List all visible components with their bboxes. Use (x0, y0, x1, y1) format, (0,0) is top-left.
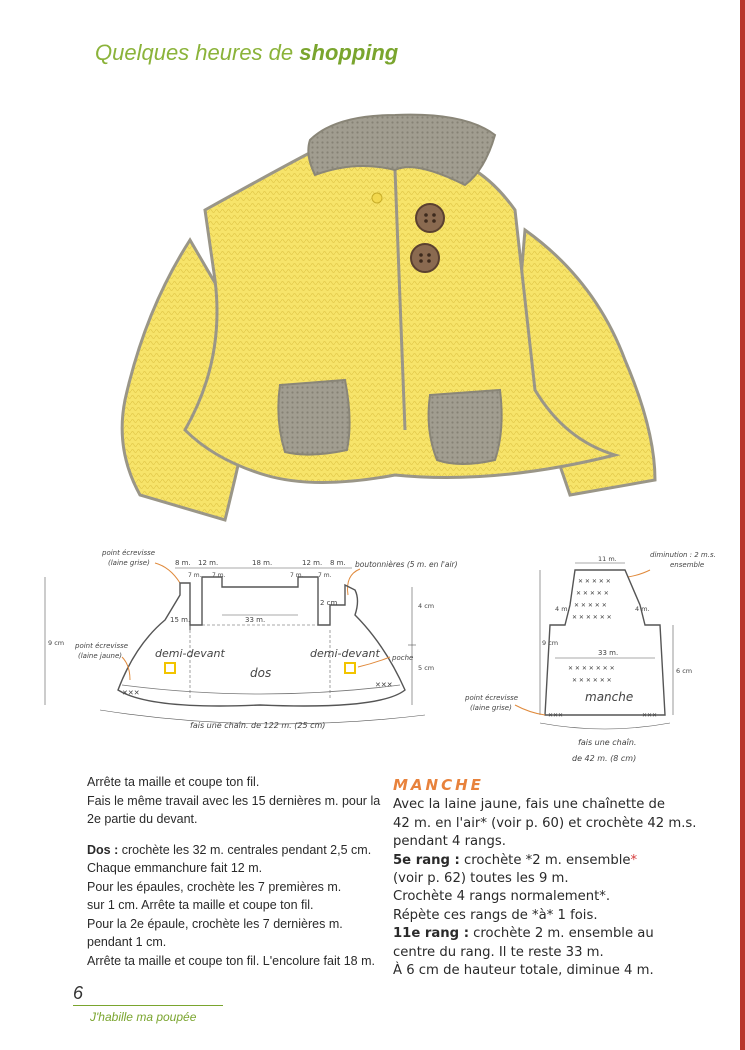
footer-book-title: J'habille ma poupée (90, 1010, 197, 1024)
label-boutonnieres: boutonnières (5 m. en l'air) (355, 560, 458, 569)
text-line: 2e partie du devant. (87, 812, 198, 826)
label-point-ecrevisse-grise-2: (laine grise) (108, 559, 150, 567)
measure-18: 18 m. (252, 559, 273, 567)
text-line: Répète ces rangs de *à* 1 fois. (393, 907, 598, 923)
label-chain-42-2: de 42 m. (8 cm) (572, 754, 637, 763)
text-line: Pour les épaules, crochète les 7 premières m. (87, 879, 342, 894)
measure-15: 15 m. (170, 616, 191, 624)
text-line: sur 1 cm. Arrête ta maille et coupe ton fil. (87, 898, 314, 912)
measure-11: 11 m. (598, 555, 617, 563)
height-5cm: 5 cm (418, 664, 435, 672)
title-bold: shopping (299, 40, 399, 65)
text-line: Pour la 2e épaule, crochète les 7 dernières m. (87, 916, 343, 931)
height-4cm: 4 cm (418, 602, 435, 610)
dos-paragraph: Dos : crochète les 32 m. centrales pendant 2,5 cm. (87, 842, 372, 857)
instructions-left-column (87, 773, 387, 970)
height-6cm: 6 cm (676, 667, 693, 675)
label-chain-122: fais une chaîn. de 122 m. (25 cm) (190, 721, 326, 730)
text-line: pendant 1 cm. (87, 935, 167, 949)
measure-7d: 7 m. (318, 572, 332, 579)
measure-7a: 7 m. (188, 572, 202, 579)
svg-text:✕ ✕ ✕ ✕ ✕ ✕: ✕ ✕ ✕ ✕ ✕ ✕ (572, 614, 612, 621)
rang-5-line: 5e rang : crochète *2 m. ensemble* (393, 852, 638, 868)
page-number: 6 (73, 983, 84, 1003)
text-line: Arrête ta maille et coupe ton fil. (87, 775, 260, 789)
text-line: (voir p. 62) toutes les 9 m. (393, 871, 569, 887)
text-line: Crochète 4 rangs normalement*. (393, 889, 611, 905)
text-line: Avec la laine jaune, fais une chaînette de (393, 797, 666, 813)
label-chain-42-1: fais une chaîn. (578, 738, 637, 747)
pocket-left (278, 380, 349, 455)
measure-7b: 7 m. (212, 572, 226, 579)
measure-4b: 4 m. (635, 605, 650, 613)
svg-text:✕ ✕ ✕ ✕ ✕ ✕ ✕: ✕ ✕ ✕ ✕ ✕ ✕ ✕ (568, 665, 615, 672)
button-bottom (411, 244, 439, 272)
label-diminution-1: diminution : 2 m.s. (650, 551, 716, 559)
label-point-ecrevisse-grise-1: point écrevisse (102, 549, 156, 557)
text-line: 42 m. en l'air* (voir p. 60) et crochète 42 m.s. (393, 815, 697, 831)
label-point-ecrevisse-jaune-1: point écrevisse (75, 642, 129, 650)
svg-text:✕✕✕: ✕✕✕ (642, 712, 658, 719)
pocket-right (429, 390, 502, 464)
sleeve-pattern-diagram (460, 545, 730, 770)
measure-12b: 12 m. (302, 559, 323, 567)
label-manche: manche (585, 690, 634, 704)
svg-text:✕✕✕: ✕✕✕ (548, 712, 564, 719)
button-top (416, 204, 444, 232)
svg-text:✕ ✕ ✕ ✕ ✕: ✕ ✕ ✕ ✕ ✕ (574, 602, 607, 609)
text-line: Fais le même travail avec les 15 dernières m. pour la (87, 793, 381, 808)
text-line: pendant 4 rangs. (393, 834, 506, 850)
rang-11-line: 11e rang : crochète 2 m. ensemble au (393, 926, 654, 942)
measure-33: 33 m. (245, 616, 266, 624)
measure-2cm: 2 cm (320, 599, 338, 607)
svg-text:✕✕✕: ✕✕✕ (122, 689, 140, 697)
label-point-ecrevisse-sleeve-1: point écrevisse (465, 694, 519, 702)
label-demi-devant-right: demi-devant (310, 647, 380, 660)
page-edge-stripe (740, 0, 745, 1050)
svg-text:✕ ✕ ✕ ✕ ✕: ✕ ✕ ✕ ✕ ✕ (578, 578, 611, 585)
svg-text:✕ ✕ ✕ ✕ ✕: ✕ ✕ ✕ ✕ ✕ (576, 590, 609, 597)
measure-8b: 8 m. (330, 559, 346, 567)
label-diminution-2: ensemble (670, 561, 705, 569)
body-outline (118, 577, 405, 706)
label-point-ecrevisse-jaune-2: (laine jaune) (78, 652, 123, 660)
label-dos: dos (250, 666, 272, 680)
measure-33-sleeve: 33 m. (598, 649, 619, 657)
measure-7c: 7 m. (290, 572, 304, 579)
svg-text:✕✕✕: ✕✕✕ (375, 681, 393, 689)
title-prefix: Quelques heures de (95, 40, 294, 65)
text-line: Chaque emmanchure fait 12 m. (87, 861, 263, 875)
page-title (95, 40, 398, 66)
label-poche: poche (392, 654, 414, 662)
body-pattern-diagram (40, 545, 460, 770)
text-line: À 6 cm de hauteur totale, diminue 4 m. (393, 963, 654, 979)
instructions-right-column (393, 776, 703, 980)
text-line: centre du rang. Il te reste 33 m. (393, 944, 604, 960)
label-point-ecrevisse-sleeve-2: (laine grise) (470, 704, 512, 712)
jacket-photo (95, 100, 685, 540)
measure-8a: 8 m. (175, 559, 191, 567)
label-demi-devant-left: demi-devant (155, 647, 225, 660)
svg-text:✕ ✕ ✕ ✕ ✕ ✕: ✕ ✕ ✕ ✕ ✕ ✕ (572, 677, 612, 684)
measure-4a: 4 m. (555, 605, 570, 613)
measure-12a: 12 m. (198, 559, 219, 567)
dos-label: Dos : (87, 842, 119, 857)
height-9cm-left: 9 cm (48, 639, 65, 647)
text-line: Arrête ta maille et coupe ton fil. L'encolure fait 18 m. (87, 953, 375, 968)
footer-divider (73, 1005, 223, 1006)
height-9cm-sleeve: 9 cm (542, 639, 559, 647)
section-heading-manche: MANCHE (393, 776, 484, 794)
